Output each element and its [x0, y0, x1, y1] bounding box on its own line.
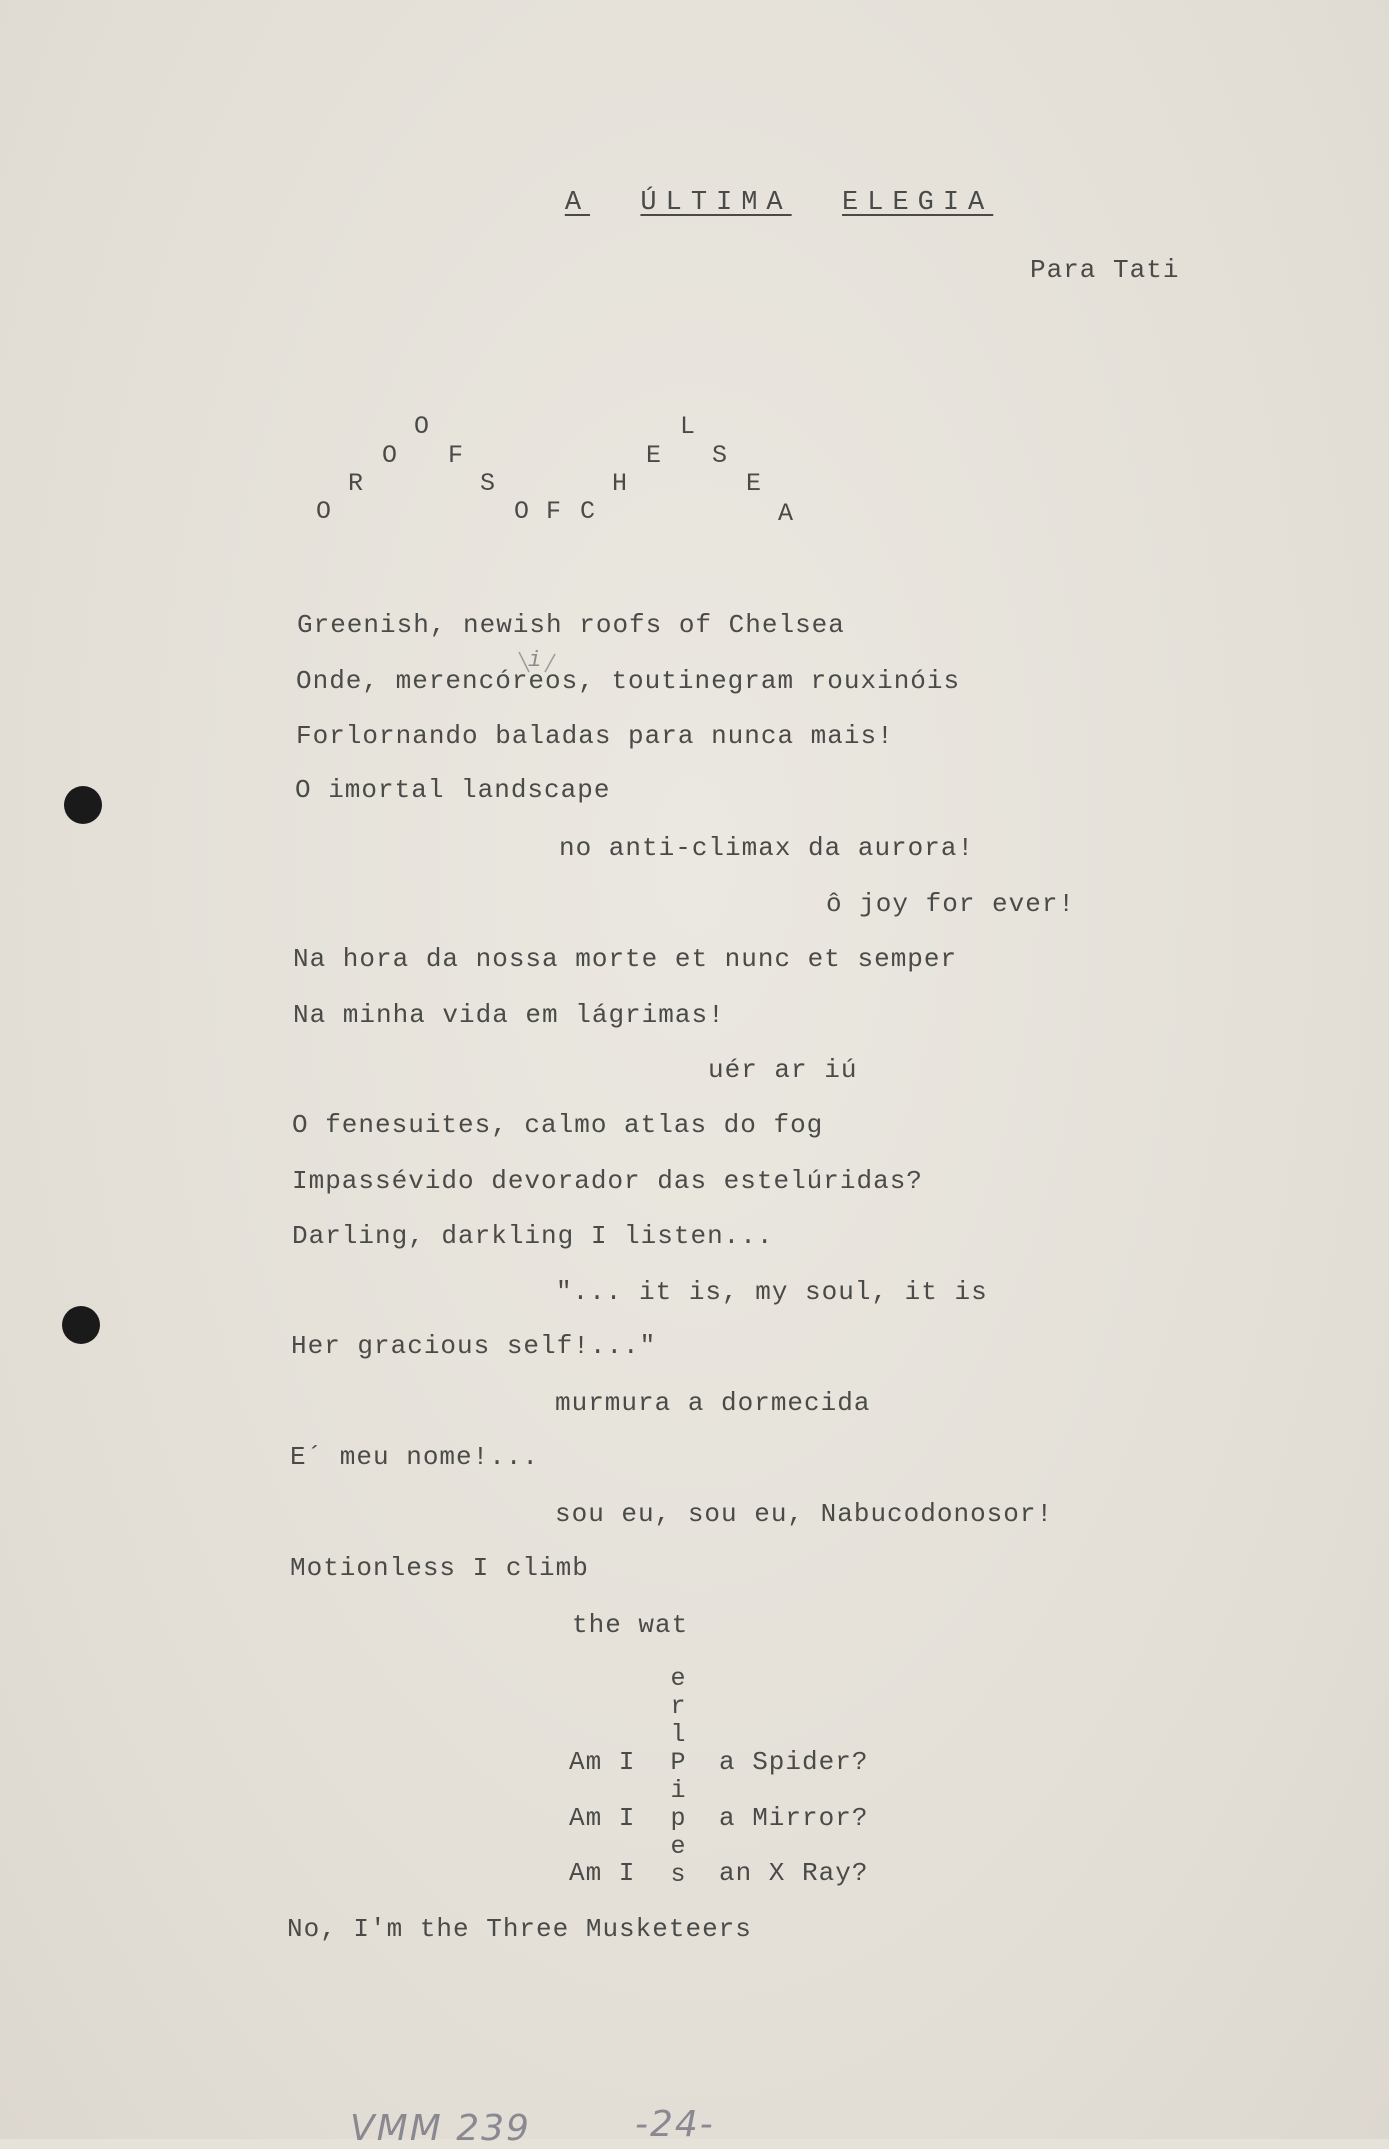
poem-line: uér ar iú [708, 1055, 858, 1085]
poem-title [464, 158, 993, 248]
wave-letter: O [382, 441, 398, 470]
correction-strokes [515, 650, 575, 680]
archive-reference: VMM 239 [350, 2108, 531, 2149]
poem-line: Onde, merencóreos, toutinegram rouxinóis [296, 666, 961, 696]
ladder-left: Am I [569, 1858, 636, 1888]
wave-letter: F [448, 441, 464, 470]
vertical-letter: e [670, 1832, 686, 1861]
wave-letter: E [646, 441, 662, 470]
vertical-word [666, 1665, 690, 1889]
wave-letter: E [746, 469, 762, 498]
wave-letter: H [612, 469, 628, 498]
poem-line: Na hora da nossa morte et nunc et semper [293, 944, 958, 974]
wave-letter: F [546, 497, 562, 526]
poem-line: Forlornando baladas para nunca mais! [296, 721, 894, 751]
poem-line: Impassévido devorador das estelúridas? [292, 1166, 923, 1196]
ladder-left: Am I [569, 1803, 636, 1833]
wave-letter: R [348, 469, 364, 498]
poem-line: the wat [572, 1610, 689, 1640]
ladder-right: a Spider? [719, 1747, 869, 1777]
page-number: -24- [635, 2104, 715, 2145]
vertical-letter: s [670, 1860, 686, 1889]
poem-line: Motionless I climb [290, 1553, 589, 1583]
vertical-letter: e [670, 1664, 686, 1693]
punch-hole-top [64, 786, 102, 824]
closing-line: No, I'm the Three Musketeers [287, 1914, 752, 1944]
poem-line: no anti-climax da aurora! [559, 833, 975, 863]
ladder-right: a Mirror? [719, 1803, 869, 1833]
ladder-right: an X Ray? [719, 1858, 869, 1888]
vertical-letter: r [670, 1692, 686, 1721]
poem-line: Her gracious self!..." [291, 1331, 657, 1361]
punch-hole-bottom [62, 1306, 100, 1344]
poem-line: O fenesuites, calmo atlas do fog [292, 1110, 824, 1140]
ladder-left: Am I [569, 1747, 636, 1777]
wave-letter: O [414, 412, 430, 441]
wave-letter: L [680, 412, 696, 441]
poem-line: ô joy for ever! [826, 889, 1076, 919]
poem-line: E´ meu nome!... [290, 1442, 540, 1472]
wave-letter: O [316, 497, 332, 526]
poem-line: Greenish, newish roofs of Chelsea [297, 610, 845, 640]
poem-line: Na minha vida em lágrimas! [293, 1000, 725, 1030]
handwritten-correction: i [528, 648, 542, 673]
vertical-letter: i [670, 1776, 686, 1805]
poem-line: Darling, darkling I listen... [292, 1221, 774, 1251]
vertical-letter: P [670, 1748, 686, 1777]
wave-letter: S [712, 441, 728, 470]
poem-line: murmura a dormecida [555, 1388, 871, 1418]
title-word-3: ELEGIA [842, 188, 994, 218]
wave-letter: O [514, 497, 530, 526]
vertical-letter: l [670, 1720, 686, 1749]
wave-letter: C [580, 497, 596, 526]
dedication: Para Tati [1030, 255, 1180, 285]
wave-letter: A [778, 499, 794, 528]
poem-line: O imortal landscape [295, 775, 611, 805]
poem-line: "... it is, my soul, it is [556, 1277, 988, 1307]
poem-line: sou eu, sou eu, Nabucodonosor! [555, 1499, 1054, 1529]
vertical-letter: p [670, 1804, 686, 1833]
title-word-2: ÚLTIMA [640, 188, 792, 218]
title-word-1: A [564, 188, 591, 218]
wave-letter: S [480, 469, 496, 498]
